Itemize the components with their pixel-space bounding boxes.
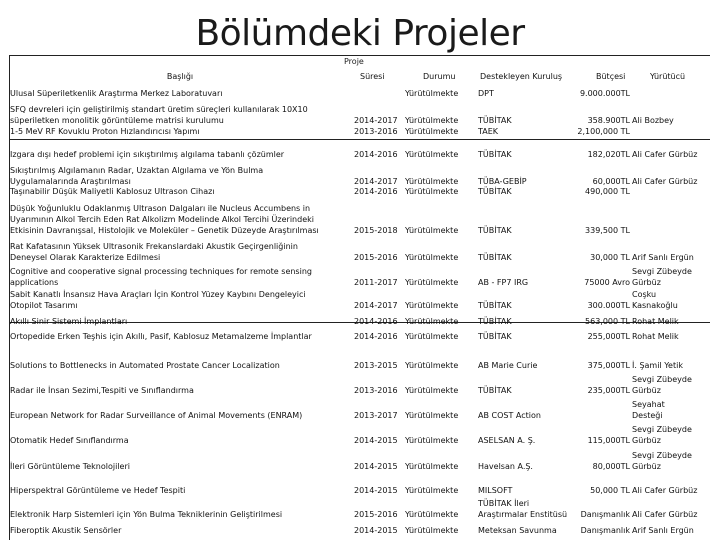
project-executor: Ali Cafer Gürbüz <box>632 486 698 495</box>
project-period: 2015-2016 <box>354 253 398 262</box>
project-status: Yürütülmekte <box>405 486 459 495</box>
project-executor: Rohat Melik <box>632 332 679 341</box>
project-budget: 375,000TL <box>587 361 630 370</box>
project-executor: Sevgi Zübeyde <box>632 375 692 384</box>
project-period: 2015-2018 <box>354 226 398 235</box>
project-period: 2014-2017 <box>354 116 398 125</box>
project-budget: 30,000 TL <box>590 253 630 262</box>
project-period: 2013-2016 <box>354 386 398 395</box>
project-executor: Gürbüz <box>632 436 661 445</box>
project-funder: TÜBİTAK <box>478 332 512 341</box>
project-executor: Gürbüz <box>632 278 661 287</box>
project-budget: 60,000TL <box>592 177 630 186</box>
project-title: SFQ devreleri için geliştirilmiş standart üretim süreçleri kullanılarak 10X10 <box>10 105 308 114</box>
project-title: Otomatik Hedef Sınıflandırma <box>10 436 129 445</box>
project-status: Yürütülmekte <box>405 177 459 186</box>
project-budget: 2,100,000 TL <box>577 127 630 136</box>
project-period: 2013-2017 <box>354 411 398 420</box>
header-funder: Destekleyen Kuruluş <box>480 72 563 81</box>
project-title: 1-5 MeV RF Kovuklu Proton Hızlandırıcısı Yapımı <box>10 127 200 136</box>
project-title: Elektronik Harp Sistemleri için Yön Bulma Tekniklerinin Geliştirilmesi <box>10 510 283 519</box>
project-title: Ortopedide Erken Teşhis için Akıllı, Pasif, Kablosuz Metamalzeme İmplantlar <box>10 332 312 341</box>
project-title: European Network for Radar Surveillance of Animal Movements (ENRAM) <box>10 411 303 420</box>
project-title: Taşınabilir Düşük Maliyetli Kablosuz Ultrason Cihazı <box>10 187 215 196</box>
project-budget: 339,500 TL <box>585 226 630 235</box>
project-executor: Kasnakoğlu <box>632 301 678 310</box>
project-budget: 75000 Avro <box>584 278 630 287</box>
project-executor: Gürbüz <box>632 386 661 395</box>
project-status: Yürütülmekte <box>405 332 459 341</box>
project-budget: 300.000TL <box>587 301 630 310</box>
project-executor: Seyahat <box>632 400 665 409</box>
project-funder: Havelsan A.Ş. <box>478 462 533 471</box>
project-period: 2014-2016 <box>354 317 398 326</box>
project-period: 2014-2016 <box>354 332 398 341</box>
project-title: Otopilot Tasarımı <box>10 301 78 310</box>
project-title: süperiletken monolitik görüntüleme matrisi kurulumu <box>10 116 224 125</box>
project-title: applications <box>10 278 59 287</box>
project-title: Akıllı Sinir Sistemi İmplantları <box>10 317 128 326</box>
project-funder: AB - FP7 IRG <box>478 278 529 287</box>
project-budget: Danışmanlık <box>580 510 630 519</box>
project-funder: TÜBİTAK <box>478 386 512 395</box>
project-title: Sıkıştırılmış Algılamanın Radar, Uzaktan Algılama ve Yön Bulma <box>10 166 264 175</box>
project-period: 2014-2016 <box>354 187 398 196</box>
project-period: 2015-2016 <box>354 510 398 519</box>
project-budget: 9.000.000TL <box>579 89 630 98</box>
project-funder: MILSOFT <box>478 486 513 495</box>
project-title: Rat Kafatasının Yüksek Ultrasonik Frekanslardaki Akustik Geçirgenliğinin <box>10 242 298 251</box>
project-title: Fiberoptik Akustik Sensörler <box>10 526 122 535</box>
project-status: Yürütülmekte <box>405 278 459 287</box>
project-executor: Ali Cafer Gürbüz <box>632 510 698 519</box>
project-status: Yürütülmekte <box>405 510 459 519</box>
project-budget: 490,000 TL <box>585 187 630 196</box>
project-status: Yürütülmekte <box>405 89 459 98</box>
project-funder: TÜBİTAK <box>478 253 512 262</box>
project-funder: TÜBİTAK <box>478 150 512 159</box>
project-budget: Danışmanlık <box>580 526 630 535</box>
project-budget: 255,000TL <box>587 332 630 341</box>
project-status: Yürütülmekte <box>405 150 459 159</box>
header-title: Başlığı <box>166 72 194 81</box>
project-status: Yürütülmekte <box>405 361 459 370</box>
project-executor: İ. Şamil Yetik <box>632 361 683 370</box>
project-title: Deneysel Olarak Karakterize Edilmesi <box>10 253 161 262</box>
page-title: Bölümdeki Projeler <box>195 13 525 54</box>
project-executor: Ali Cafer Gürbüz <box>632 150 698 159</box>
project-period: 2014-2015 <box>354 436 398 445</box>
project-executor: Sevgi Zübeyde <box>632 451 692 460</box>
project-title: İleri Görüntüleme Teknolojileri <box>10 462 130 471</box>
project-title: Radar ile İnsan Sezimi,Tespiti ve Sınıflandırma <box>10 386 194 395</box>
project-period: 2014-2016 <box>354 150 398 159</box>
header-executor: Yürütücü <box>650 72 686 81</box>
project-executor: Arif Sanlı Ergün <box>632 253 694 262</box>
project-budget: 115,000TL <box>587 436 630 445</box>
project-funder: DPT <box>478 89 494 98</box>
project-budget: 563,000 TL <box>585 317 630 326</box>
project-budget: 235,000TL <box>587 386 630 395</box>
project-funder: Meteksan Savunma <box>478 526 557 535</box>
project-funder: TÜBİTAK <box>478 226 512 235</box>
project-period: 2014-2015 <box>354 526 398 535</box>
project-budget: 358.900TL <box>587 116 630 125</box>
project-funder: AB COST Action <box>478 411 541 420</box>
project-period: 2013-2016 <box>354 127 398 136</box>
project-title: Etkisinin Davranışsal, Histolojik ve Moleküler – Genetik Düzeyde Araştırılması <box>10 226 319 235</box>
project-period: 2014-2015 <box>354 486 398 495</box>
header-budget: Bütçesi <box>596 72 626 81</box>
project-executor: Rohat Melik <box>632 317 679 326</box>
project-title: Ulusal Süperiletkenlik Araştırma Merkez Laboratuvarı <box>10 89 223 98</box>
project-funder: TÜBİTAK <box>478 301 512 310</box>
project-funder: ASELSAN A. Ş. <box>478 436 536 445</box>
project-status: Yürütülmekte <box>405 127 459 136</box>
project-status: Yürütülmekte <box>405 436 459 445</box>
project-funder: AB Marie Curie <box>478 361 538 370</box>
project-title: Sabit Kanatlı İnsansız Hava Araçları İçin Kontrol Yüzey Kaybını Dengeleyici <box>10 290 306 299</box>
project-title: Cognitive and cooperative signal processing techniques for remote sensing <box>10 267 312 276</box>
project-funder: TÜBİTAK <box>478 317 512 326</box>
project-status: Yürütülmekte <box>405 411 459 420</box>
project-funder: Araştırmalar Enstitüsü <box>478 510 568 519</box>
project-status: Yürütülmekte <box>405 226 459 235</box>
project-executor: Arif Sanlı Ergün <box>632 526 694 535</box>
project-period: 2014-2017 <box>354 177 398 186</box>
project-status: Yürütülmekte <box>405 187 459 196</box>
project-budget: 50,000 TL <box>590 486 630 495</box>
project-executor: Ali Cafer Gürbüz <box>632 177 698 186</box>
project-funder: TÜBİTAK İleri <box>478 499 530 508</box>
header-period: Süresi <box>360 72 385 81</box>
project-budget: 182,020TL <box>587 150 630 159</box>
project-status: Yürütülmekte <box>405 317 459 326</box>
project-status: Yürütülmekte <box>405 526 459 535</box>
project-executor: Desteği <box>632 411 663 420</box>
project-executor: Sevgi Zübeyde <box>632 267 692 276</box>
project-status: Yürütülmekte <box>405 386 459 395</box>
project-period: 2013-2015 <box>354 361 398 370</box>
proje-label: Proje <box>344 57 364 66</box>
project-period: 2014-2017 <box>354 301 398 310</box>
project-executor: Ali Bozbey <box>632 116 674 125</box>
project-funder: TAEK <box>478 127 499 136</box>
project-status: Yürütülmekte <box>405 116 459 125</box>
project-budget: 80,000TL <box>592 462 630 471</box>
project-period: 2011-2017 <box>354 278 398 287</box>
project-executor: Coşku <box>632 290 657 299</box>
project-status: Yürütülmekte <box>405 301 459 310</box>
project-title: Uyarımının Alkol Tercih Eden Rat Alkolizm Modelinde Alkol Tercihi Üzerindeki <box>10 215 314 224</box>
project-funder: TÜBİTAK <box>478 187 512 196</box>
project-title: Uygulamalarında Araştırılması <box>10 177 131 186</box>
project-title: Solutions to Bottlenecks in Automated Prostate Cancer Localization <box>10 361 280 370</box>
project-title: Izgara dışı hedef problemi için sıkıştırılmış algılama tabanlı çözümler <box>10 150 285 159</box>
header-status: Durumu <box>423 72 456 81</box>
project-status: Yürütülmekte <box>405 462 459 471</box>
project-funder: TÜBA-GEBİP <box>478 177 527 186</box>
project-status: Yürütülmekte <box>405 253 459 262</box>
project-executor: Gürbüz <box>632 462 661 471</box>
project-period: 2014-2015 <box>354 462 398 471</box>
row-divider <box>9 139 710 140</box>
project-funder: TÜBİTAK <box>478 116 512 125</box>
project-title: Düşük Yoğunluklu Odaklanmış Ultrason Dalgaları ile Nucleus Accumbens in <box>10 204 311 213</box>
project-executor: Sevgi Zübeyde <box>632 425 692 434</box>
project-title: Hiperspektral Görüntüleme ve Hedef Tespiti <box>10 486 186 495</box>
